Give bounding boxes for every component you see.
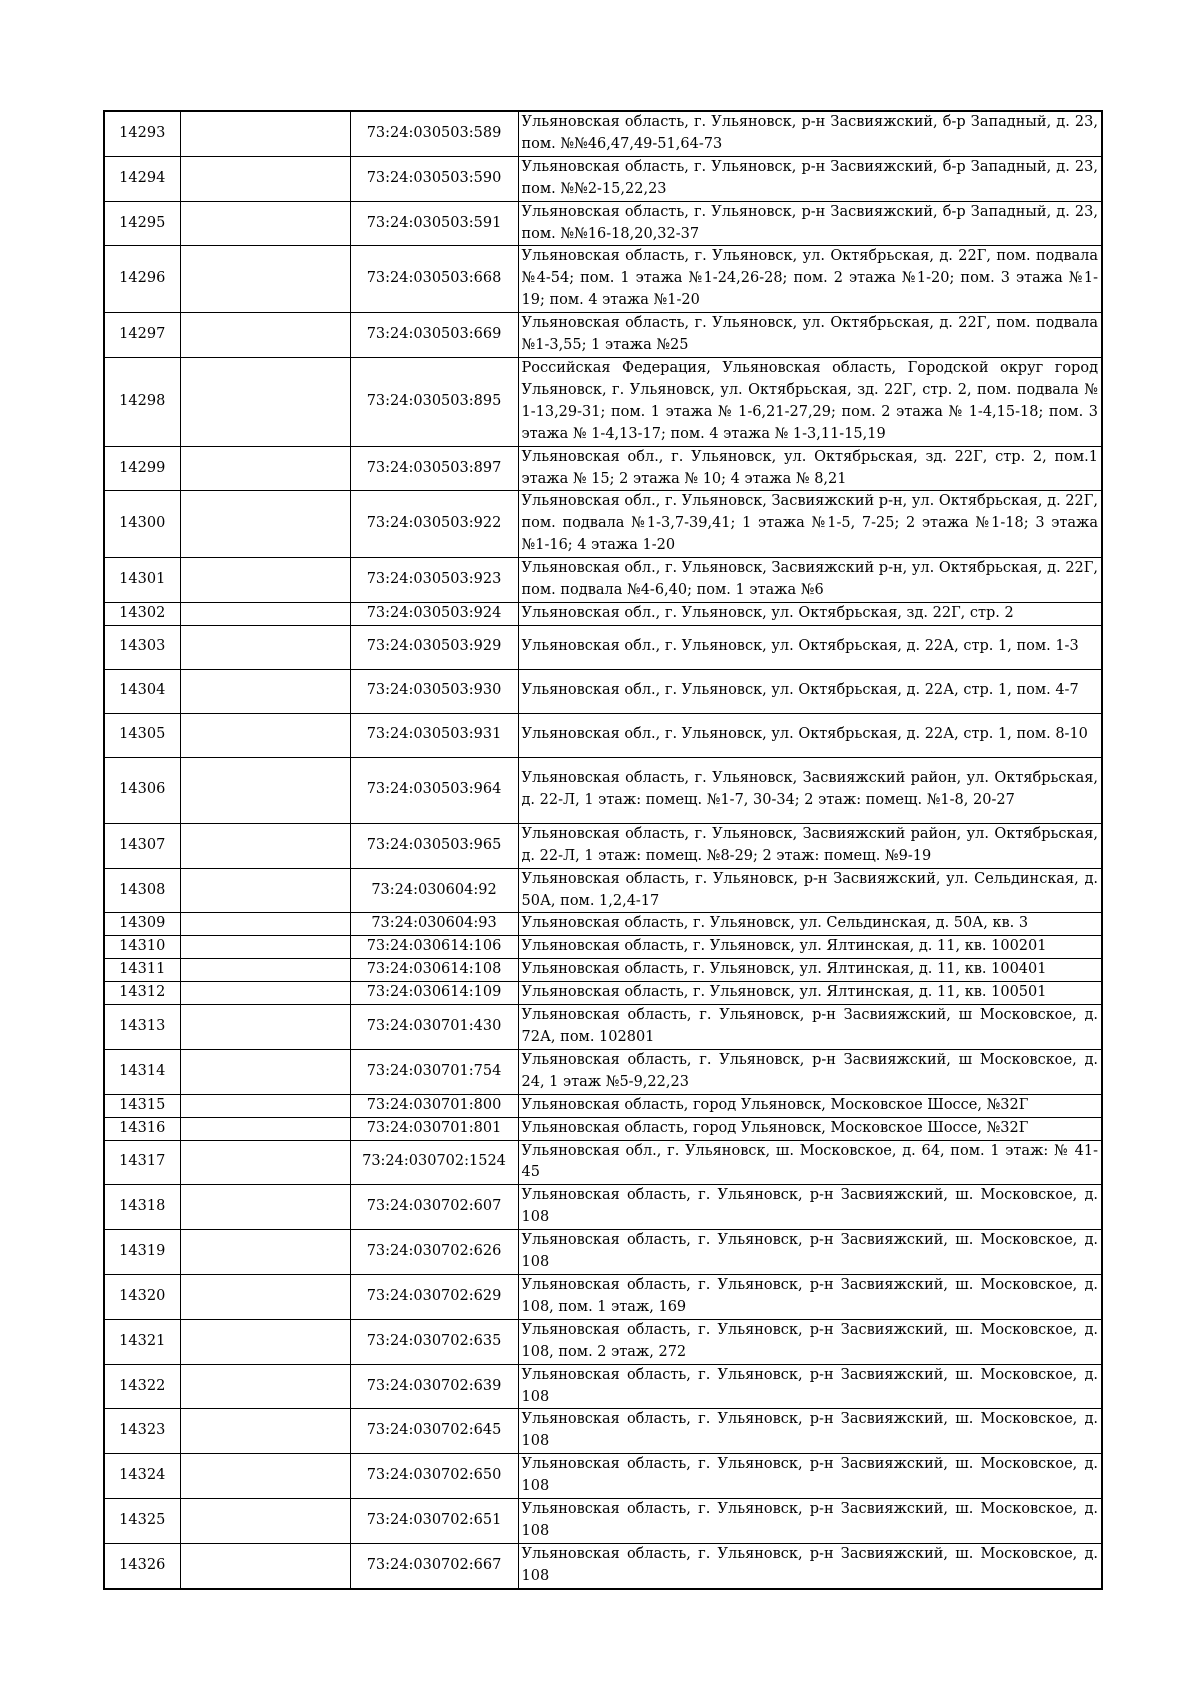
- row-number-cell: 14294: [104, 156, 180, 201]
- cadastral-number-cell: 73:24:030702:650: [350, 1454, 518, 1499]
- row-number-cell: 14315: [104, 1094, 180, 1117]
- empty-cell: [180, 982, 350, 1005]
- row-number-cell: 14319: [104, 1230, 180, 1275]
- empty-cell: [180, 823, 350, 868]
- table-row: [104, 982, 1102, 1005]
- table-row: [104, 1117, 1102, 1140]
- address-cell: Ульяновская область, город Ульяновск, Московское Шоссе, №32Г: [518, 1117, 1102, 1140]
- cadastral-number-cell: 73:24:030614:108: [350, 959, 518, 982]
- cadastral-number-cell: 73:24:030702:635: [350, 1319, 518, 1364]
- address-cell: Ульяновская область, г. Ульяновск, р-н Засвияжский, ш. Московское, д. 108: [518, 1454, 1102, 1499]
- table-row: [104, 491, 1102, 558]
- address-cell: Ульяновская область, г. Ульяновск, ул. Ялтинская, д. 11, кв. 100401: [518, 959, 1102, 982]
- row-number-cell: 14312: [104, 982, 180, 1005]
- row-number-cell: 14311: [104, 959, 180, 982]
- table-row: [104, 868, 1102, 913]
- address-cell: Ульяновская область, г. Ульяновск, р-н Засвияжский, б-р Западный, д. 23, пом. №№2-15,22,23: [518, 156, 1102, 201]
- row-number-cell: 14295: [104, 201, 180, 246]
- table-row: [104, 823, 1102, 868]
- row-number-cell: 14316: [104, 1117, 180, 1140]
- empty-cell: [180, 446, 350, 491]
- cadastral-number-cell: 73:24:030614:106: [350, 936, 518, 959]
- cadastral-number-cell: 73:24:030701:754: [350, 1049, 518, 1094]
- row-number-cell: 14309: [104, 913, 180, 936]
- row-number-cell: 14324: [104, 1454, 180, 1499]
- cadastral-number-cell: 73:24:030702:645: [350, 1409, 518, 1454]
- row-number-cell: 14321: [104, 1319, 180, 1364]
- address-cell: Ульяновская область, г. Ульяновск, р-н Засвияжский, ш. Московское, д. 108: [518, 1543, 1102, 1588]
- cadastral-number-cell: 73:24:030702:607: [350, 1185, 518, 1230]
- address-cell: Ульяновская обл., г. Ульяновск, ул. Октябрьская, д. 22А, стр. 1, пом. 4-7: [518, 669, 1102, 713]
- cadastral-number-cell: 73:24:030701:430: [350, 1005, 518, 1050]
- empty-cell: [180, 1117, 350, 1140]
- empty-cell: [180, 201, 350, 246]
- empty-cell: [180, 757, 350, 823]
- cadastral-number-cell: 73:24:030503:922: [350, 491, 518, 558]
- row-number-cell: 14303: [104, 625, 180, 669]
- address-cell: Ульяновская область, г. Ульяновск, р-н Засвияжский, ш Московское, д. 24, 1 этаж №5-9,22,23: [518, 1049, 1102, 1094]
- table-row: [104, 625, 1102, 669]
- registry-table-body: [104, 111, 1102, 1589]
- row-number-cell: 14304: [104, 669, 180, 713]
- table-row: [104, 1409, 1102, 1454]
- row-number-cell: 14323: [104, 1409, 180, 1454]
- empty-cell: [180, 1364, 350, 1409]
- address-cell: Ульяновская обл., г. Ульяновск, ул. Октябрьская, д. 22А, стр. 1, пом. 8-10: [518, 713, 1102, 757]
- address-cell: Ульяновская область, г. Ульяновск, р-н Засвияжский, б-р Западный, д. 23, пом. №№46,47,49-51,64-73: [518, 111, 1102, 156]
- empty-cell: [180, 868, 350, 913]
- cadastral-number-cell: 73:24:030702:626: [350, 1230, 518, 1275]
- table-row: [104, 1005, 1102, 1050]
- empty-cell: [180, 491, 350, 558]
- empty-cell: [180, 1140, 350, 1185]
- empty-cell: [180, 936, 350, 959]
- empty-cell: [180, 156, 350, 201]
- empty-cell: [180, 558, 350, 603]
- row-number-cell: 14313: [104, 1005, 180, 1050]
- empty-cell: [180, 246, 350, 313]
- address-cell: Ульяновская область, г. Ульяновск, р-н Засвияжский, ш. Московское, д. 108: [518, 1185, 1102, 1230]
- empty-cell: [180, 1005, 350, 1050]
- empty-cell: [180, 1274, 350, 1319]
- address-cell: Ульяновская область, г. Ульяновск, Засвияжский район, ул. Октябрьская, д. 22-Л, 1 этаж: помещ. №8-29; 2 этаж: помещ. №9-19: [518, 823, 1102, 868]
- table-row: [104, 558, 1102, 603]
- cadastral-number-cell: 73:24:030503:669: [350, 313, 518, 358]
- cadastral-number-cell: 73:24:030702:651: [350, 1499, 518, 1544]
- row-number-cell: 14322: [104, 1364, 180, 1409]
- address-cell: Ульяновская область, г. Ульяновск, р-н Засвияжский, ш. Московское, д. 108: [518, 1230, 1102, 1275]
- address-cell: Ульяновская область, г. Ульяновск, р-н Засвияжский, ш. Московское, д. 108, пом. 2 этаж, 272: [518, 1319, 1102, 1364]
- row-number-cell: 14298: [104, 357, 180, 446]
- row-number-cell: 14310: [104, 936, 180, 959]
- table-row: [104, 1499, 1102, 1544]
- empty-cell: [180, 1409, 350, 1454]
- address-cell: Ульяновская область, город Ульяновск, Московское Шоссе, №32Г: [518, 1094, 1102, 1117]
- empty-cell: [180, 959, 350, 982]
- row-number-cell: 14302: [104, 602, 180, 625]
- table-row: [104, 1049, 1102, 1094]
- table-row: [104, 201, 1102, 246]
- address-cell: Ульяновская область, г. Ульяновск, ул. Октябрьская, д. 22Г, пом. подвала №4-54; пом. 1 этажа №1-24,26-28; пом. 2 этажа №1-20; пом. 3 этажа №1-19; пом. 4 этажа №1-20: [518, 246, 1102, 313]
- table-row: [104, 1140, 1102, 1185]
- address-cell: Ульяновская обл., г. Ульяновск, Засвияжский р-н, ул. Октябрьская, д. 22Г, пом. подвала №4-6,40; пом. 1 этажа №6: [518, 558, 1102, 603]
- table-row: [104, 1185, 1102, 1230]
- address-cell: Ульяновская область, г. Ульяновск, р-н Засвияжский, б-р Западный, д. 23, пом. №№16-18,20,32-37: [518, 201, 1102, 246]
- cadastral-number-cell: 73:24:030701:801: [350, 1117, 518, 1140]
- cadastral-number-cell: 73:24:030604:93: [350, 913, 518, 936]
- empty-cell: [180, 1230, 350, 1275]
- cadastral-number-cell: 73:24:030503:930: [350, 669, 518, 713]
- address-cell: Ульяновская область, г. Ульяновск, ул. Ялтинская, д. 11, кв. 100201: [518, 936, 1102, 959]
- address-cell: Ульяновская обл., г. Ульяновск, ул. Октябрьская, д. 22А, стр. 1, пом. 1-3: [518, 625, 1102, 669]
- table-row: [104, 246, 1102, 313]
- empty-cell: [180, 1543, 350, 1588]
- table-row: [104, 1364, 1102, 1409]
- empty-cell: [180, 713, 350, 757]
- cadastral-number-cell: 73:24:030503:895: [350, 357, 518, 446]
- empty-cell: [180, 1094, 350, 1117]
- table-row: [104, 357, 1102, 446]
- table-row: [104, 156, 1102, 201]
- cadastral-number-cell: 73:24:030503:931: [350, 713, 518, 757]
- cadastral-number-cell: 73:24:030702:1524: [350, 1140, 518, 1185]
- row-number-cell: 14320: [104, 1274, 180, 1319]
- cadastral-number-cell: 73:24:030503:924: [350, 602, 518, 625]
- table-row: [104, 713, 1102, 757]
- cadastral-number-cell: 73:24:030503:964: [350, 757, 518, 823]
- table-row: [104, 1094, 1102, 1117]
- row-number-cell: 14317: [104, 1140, 180, 1185]
- table-row: [104, 1454, 1102, 1499]
- cadastral-number-cell: 73:24:030503:591: [350, 201, 518, 246]
- cadastral-number-cell: 73:24:030503:668: [350, 246, 518, 313]
- address-cell: Ульяновская область, г. Ульяновск, ул. Октябрьская, д. 22Г, пом. подвала №1-3,55; 1 этажа №25: [518, 313, 1102, 358]
- row-number-cell: 14296: [104, 246, 180, 313]
- table-row: [104, 1319, 1102, 1364]
- cadastral-number-cell: 73:24:030702:629: [350, 1274, 518, 1319]
- address-cell: Ульяновская область, г. Ульяновск, ул. Сельдинская, д. 50А, кв. 3: [518, 913, 1102, 936]
- row-number-cell: 14297: [104, 313, 180, 358]
- empty-cell: [180, 602, 350, 625]
- empty-cell: [180, 313, 350, 358]
- address-cell: Ульяновская область, г. Ульяновск, р-н Засвияжский, ул. Сельдинская, д. 50А, пом. 1,2,4-17: [518, 868, 1102, 913]
- address-cell: Ульяновская область, г. Ульяновск, р-н Засвияжский, ш. Московское, д. 108, пом. 1 этаж, 169: [518, 1274, 1102, 1319]
- table-row: [104, 1230, 1102, 1275]
- table-row: [104, 313, 1102, 358]
- cadastral-number-cell: 73:24:030503:965: [350, 823, 518, 868]
- cadastral-number-cell: 73:24:030503:923: [350, 558, 518, 603]
- cadastral-number-cell: 73:24:030503:897: [350, 446, 518, 491]
- row-number-cell: 14326: [104, 1543, 180, 1588]
- cadastral-number-cell: 73:24:030604:92: [350, 868, 518, 913]
- cadastral-number-cell: 73:24:030702:639: [350, 1364, 518, 1409]
- cadastral-number-cell: 73:24:030614:109: [350, 982, 518, 1005]
- row-number-cell: 14325: [104, 1499, 180, 1544]
- address-cell: Ульяновская область, г. Ульяновск, Засвияжский район, ул. Октябрьская, д. 22-Л, 1 этаж: помещ. №1-7, 30-34; 2 этаж: помещ. №1-8, 20-27: [518, 757, 1102, 823]
- row-number-cell: 14318: [104, 1185, 180, 1230]
- registry-table: [103, 110, 1103, 1590]
- table-row: [104, 111, 1102, 156]
- address-cell: Ульяновская область, г. Ульяновск, р-н Засвияжский, ш Московское, д. 72А, пом. 102801: [518, 1005, 1102, 1050]
- empty-cell: [180, 111, 350, 156]
- row-number-cell: 14314: [104, 1049, 180, 1094]
- empty-cell: [180, 1454, 350, 1499]
- row-number-cell: 14293: [104, 111, 180, 156]
- address-cell: Российская Федерация, Ульяновская область, Городской округ город Ульяновск, г. Ульяновск, ул. Октябрьская, зд. 22Г, стр. 2, пом. подвала № 1-13,29-31; пом. 1 этажа № 1-6,21-27,29; пом. 2 этажа № 1-4,15-18; пом. 3 этажа № 1-4,13-17; пом. 4 этажа № 1-3,11-15,19: [518, 357, 1102, 446]
- address-cell: Ульяновская обл., г. Ульяновск, Засвияжский р-н, ул. Октябрьская, д. 22Г, пом. подвала №1-3,7-39,41; 1 этажа №1-5, 7-25; 2 этажа №1-18; 3 этажа №1-16; 4 этажа 1-20: [518, 491, 1102, 558]
- row-number-cell: 14307: [104, 823, 180, 868]
- empty-cell: [180, 1319, 350, 1364]
- empty-cell: [180, 1049, 350, 1094]
- cadastral-number-cell: 73:24:030701:800: [350, 1094, 518, 1117]
- empty-cell: [180, 1185, 350, 1230]
- table-row: [104, 1274, 1102, 1319]
- table-row: [104, 757, 1102, 823]
- table-row: [104, 936, 1102, 959]
- cadastral-number-cell: 73:24:030503:929: [350, 625, 518, 669]
- cadastral-number-cell: 73:24:030503:590: [350, 156, 518, 201]
- address-cell: Ульяновская область, г. Ульяновск, р-н Засвияжский, ш. Московское, д. 108: [518, 1409, 1102, 1454]
- row-number-cell: 14299: [104, 446, 180, 491]
- cadastral-number-cell: 73:24:030503:589: [350, 111, 518, 156]
- row-number-cell: 14300: [104, 491, 180, 558]
- table-row: [104, 959, 1102, 982]
- address-cell: Ульяновская обл., г. Ульяновск, ш. Московское, д. 64, пом. 1 этаж: № 41-45: [518, 1140, 1102, 1185]
- table-row: [104, 669, 1102, 713]
- empty-cell: [180, 913, 350, 936]
- row-number-cell: 14301: [104, 558, 180, 603]
- empty-cell: [180, 1499, 350, 1544]
- row-number-cell: 14305: [104, 713, 180, 757]
- address-cell: Ульяновская область, г. Ульяновск, р-н Засвияжский, ш. Московское, д. 108: [518, 1364, 1102, 1409]
- address-cell: Ульяновская область, г. Ульяновск, р-н Засвияжский, ш. Московское, д. 108: [518, 1499, 1102, 1544]
- table-row: [104, 446, 1102, 491]
- address-cell: Ульяновская обл., г. Ульяновск, ул. Октябрьская, зд. 22Г, стр. 2, пом.1 этажа № 15; 2 этажа № 10; 4 этажа № 8,21: [518, 446, 1102, 491]
- row-number-cell: 14308: [104, 868, 180, 913]
- cadastral-number-cell: 73:24:030702:667: [350, 1543, 518, 1588]
- empty-cell: [180, 669, 350, 713]
- table-row: [104, 1543, 1102, 1588]
- empty-cell: [180, 625, 350, 669]
- empty-cell: [180, 357, 350, 446]
- row-number-cell: 14306: [104, 757, 180, 823]
- address-cell: Ульяновская область, г. Ульяновск, ул. Ялтинская, д. 11, кв. 100501: [518, 982, 1102, 1005]
- table-row: [104, 602, 1102, 625]
- table-row: [104, 913, 1102, 936]
- address-cell: Ульяновская обл., г. Ульяновск, ул. Октябрьская, зд. 22Г, стр. 2: [518, 602, 1102, 625]
